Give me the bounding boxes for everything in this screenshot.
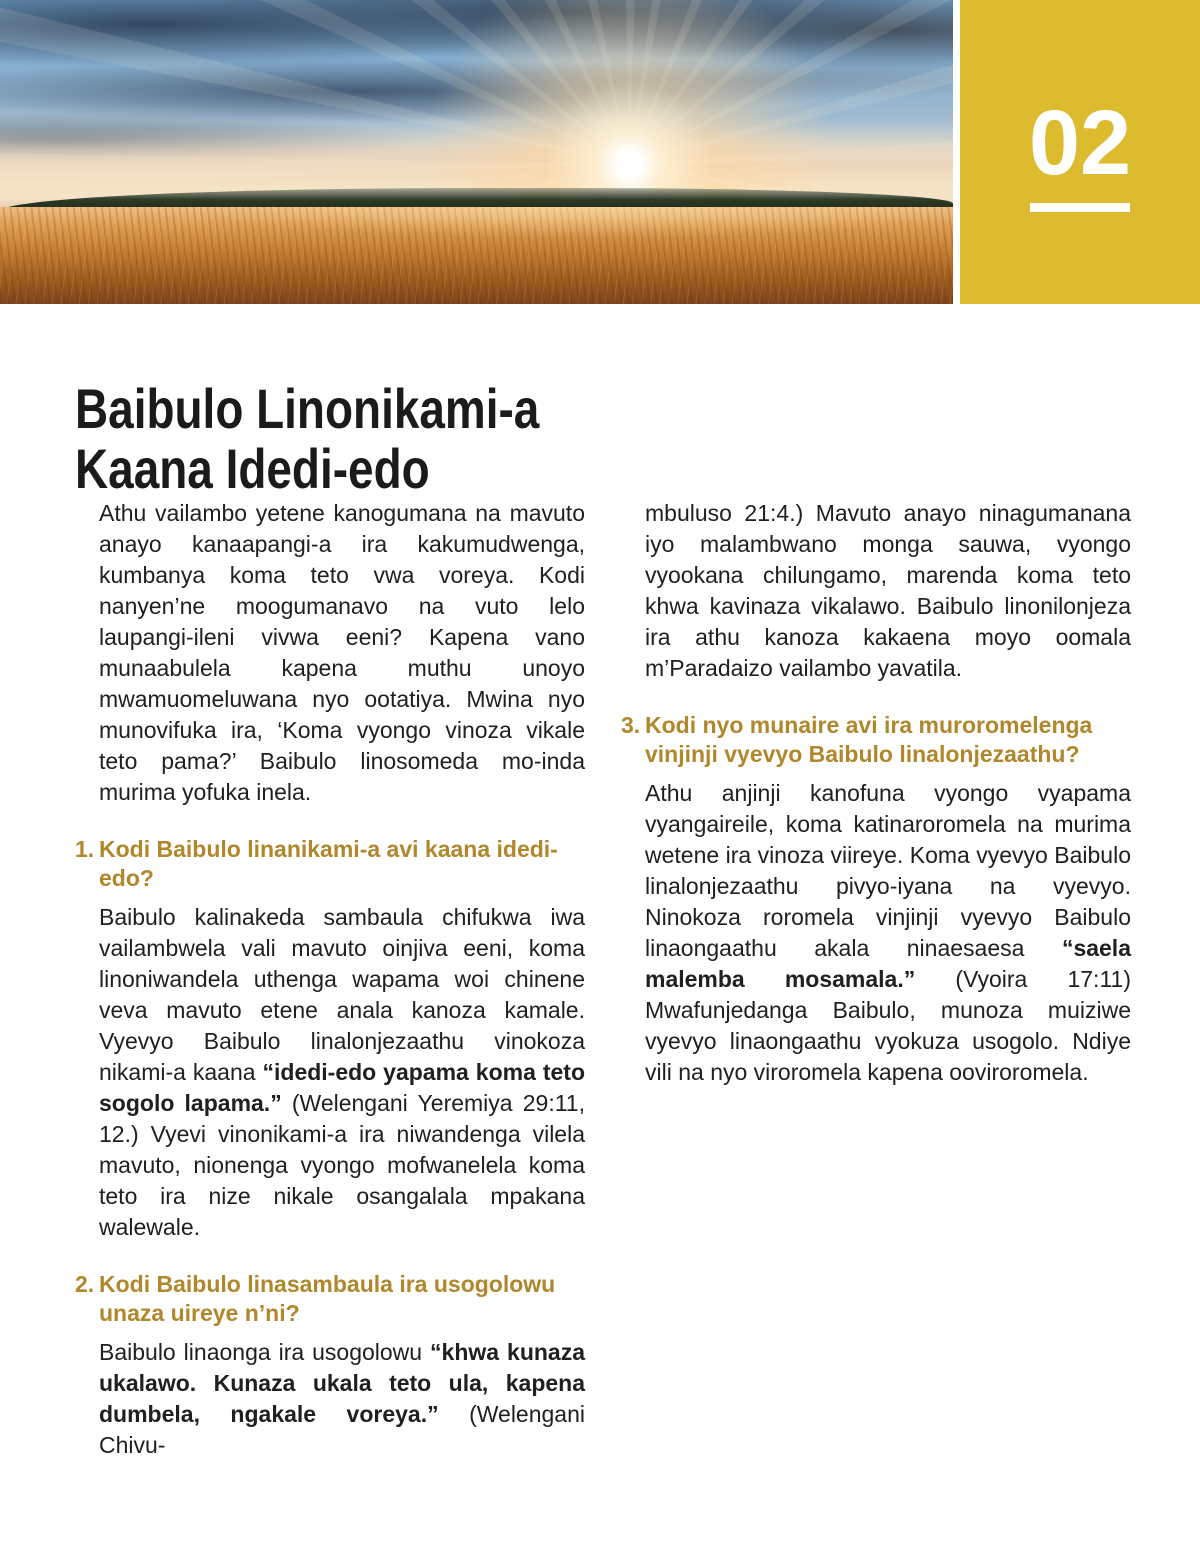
scripture-quote: “khwa kunaza ukalawo. Kunaza ukala teto ula, kapena dumbela, ngakale voreya.” xyxy=(99,1339,585,1427)
question-heading xyxy=(75,835,585,893)
title-line-2: Kaana Idedi-edo xyxy=(75,436,430,500)
chapter-number-panel xyxy=(960,0,1200,304)
question-text: Kodi Baibulo linasambaula ira usogolowu unaza uireye n’ni? xyxy=(99,1271,556,1326)
body-text: Baibulo linaonga ira usogolowu xyxy=(99,1339,431,1365)
question-text: Kodi nyo munaire avi ira muroromelenga vinjinji vyevyo Baibulo linalonjezaathu? xyxy=(645,712,1093,767)
question-number: 2. xyxy=(75,1271,95,1297)
body-text: Athu vailambo yetene kanogumana na mavuto anayo kanaapangi-a ira kakumudwenga, kumbanya koma teto vwa voreya. Kodi nanyen’ne moogumanavo na vuto lelo laupangi-ileni vivwa eeni? Kapena vano munaabulela kapena muthu unoyo mwamuomeluwana nyo ootatiya. Mwina nyo munovifuka ira, ‘Koma vyongo vinoza vikale teto pama?’ Baibulo linosomeda mo-inda murima yofuka inela. xyxy=(99,500,585,805)
scripture-quote: “saela malemba mosamala.” xyxy=(645,935,1131,992)
page-title xyxy=(75,376,540,500)
question-number: 1. xyxy=(75,836,95,862)
body-paragraph xyxy=(621,498,1131,684)
chapter-number-underline xyxy=(1030,203,1130,212)
body-text: mbuluso 21:4.) Mavuto anayo ninagumanana iyo malambwano monga sauwa, vyongo vyookana chilungamo, marenda koma teto khwa kavinaza vikalawo. Baibulo linonilonjeza ira athu kanoza kakaena moyo oomala m’Paradaizo vailambo yavatila. xyxy=(645,500,1131,681)
body-text: (Vyoira 17:11) Mwafunjedanga Baibulo, munoza muiziwe vyevyo linaongaathu vyokuza usogolo. Ndiye vili na nyo viroromela kapena ooviroromela. xyxy=(645,966,1131,1085)
title-line-1: Baibulo Linonikami-a xyxy=(75,376,540,440)
content-columns xyxy=(75,498,1131,1461)
wheat-field xyxy=(0,207,953,304)
body-text: Athu anjinji kanofuna vyongo vyapama vyangaireile, koma katinaroromela na murima wetene ira vinoza viireye. Koma vyevyo Baibulo linalonjezaathu pivyo-iyana na vyevyo. Ninokoza roromela vinjinji vyevyo Baibulo linaongaathu akala ninaesaesa xyxy=(645,780,1131,961)
question-heading xyxy=(75,1270,585,1328)
body-text: (Welengani Chivu- xyxy=(99,1401,585,1458)
question-text: Kodi Baibulo linanikami-a avi kaana idedi-edo? xyxy=(99,836,558,891)
body-paragraph xyxy=(621,778,1131,1088)
question-number: 3. xyxy=(621,712,641,738)
hero-image xyxy=(0,0,953,304)
body-text: (Welengani Yeremiya 29:11, 12.) Vyevi vinonikami-a ira niwandenga vilela mavuto, nionenga vyongo mofwanelela koma teto ira nize nikale osangalala mpakana walewale. xyxy=(99,1090,585,1240)
column-right xyxy=(621,498,1131,1461)
column-left xyxy=(75,498,585,1461)
chapter-number: 02 xyxy=(1028,92,1132,194)
scripture-quote: “idedi-edo yapama koma teto sogolo lapama.” xyxy=(99,1059,585,1116)
body-paragraph xyxy=(75,902,585,1243)
body-text: Baibulo kalinakeda sambaula chifukwa iwa vailambwela vali mavuto oinjiva eeni, koma linoniwandela uthenga wapama woi chinene veva mavuto etene anala kanoza kamale. Vyevyo Baibulo linalonjezaathu vinokoza nikami-a kaana xyxy=(99,904,585,1085)
question-heading xyxy=(621,711,1131,769)
body-paragraph xyxy=(75,498,585,808)
body-paragraph xyxy=(75,1337,585,1461)
